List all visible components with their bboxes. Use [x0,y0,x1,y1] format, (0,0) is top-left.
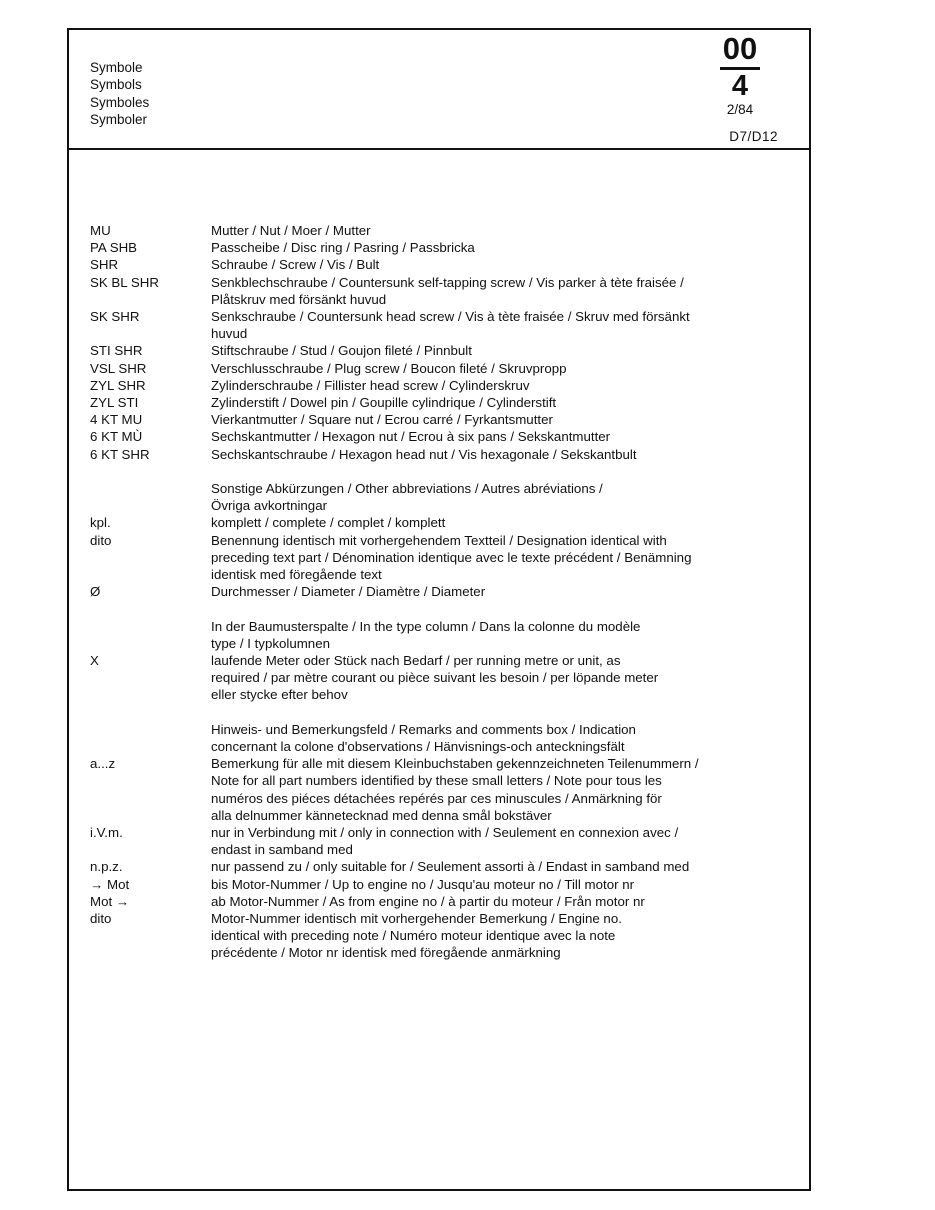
description [211,652,771,704]
description [211,411,771,428]
description [211,377,771,394]
description-line: nur in Verbindung mit / only in connection with / Seulement en connexion avec / [211,825,679,841]
abbreviation: dito [90,911,112,927]
description-line: Senkschraube / Countersunk head screw / Vis à tète fraisée / Skruv med försänkt [211,309,690,325]
list-item [90,308,790,342]
abbreviation: n.p.z. [90,859,123,875]
abbreviation: MU [90,223,111,238]
abbreviation: dito [90,532,112,548]
description-line: numéros des piéces détachées repérés par ces minuscules / Anmärkning för [211,790,662,806]
list-item [90,274,790,308]
page-number-block [705,31,778,144]
abbreviation [90,618,211,652]
description [211,824,771,858]
description [211,532,771,584]
abbreviation: ZYL STI [90,395,139,411]
issue-date: 2/84 [726,102,754,117]
abbreviation: SK BL SHR [90,274,159,290]
list-item [90,480,790,514]
description [211,446,771,463]
description [211,755,771,824]
description-line: eller stycke efter behov [211,687,348,703]
abbreviation [90,721,211,755]
title-french: Symboles [90,94,150,110]
abbreviation: 6 KT MÙ [90,429,143,445]
description-line: Sechskantmutter / Hexagon nut / Ecrou à six pans / Sekskantmutter [211,429,611,445]
description-line: Zylinderstift / Dowel pin / Goupille cylindrique / Cylinderstift [211,395,557,411]
list-item [90,583,790,600]
list-item [90,394,790,411]
description-line: Övriga avkortningar [211,498,328,514]
description [211,222,771,239]
list-item [90,342,790,359]
description-line: Stiftschraube / Stud / Goujon fileté / Pinnbult [211,343,472,359]
description [211,274,771,308]
list-item [90,532,790,584]
description [211,514,771,531]
list-item [90,893,790,910]
description [211,360,771,377]
description-line: Sechskantschraube / Hexagon head nut / Vis hexagonale / Sekskantbult [211,446,637,462]
title-english: Symbols [90,77,142,93]
abbreviation: X [90,653,99,669]
list-spacer [90,600,790,617]
description-line: Hinweis- und Bemerkungsfeld / Remarks and comments box / Indication [211,721,636,737]
abbreviation: Ø [90,584,101,600]
description-line: Motor-Nummer identisch mit vorhergehender Bemerkung / Engine no. [211,911,622,927]
description-line: Durchmesser / Diameter / Diamètre / Diameter [211,584,486,600]
abbreviation: SK SHR [90,309,140,325]
description-line: laufende Meter oder Stück nach Bedarf / per running metre or unit, as [211,653,621,669]
description [211,342,771,359]
description-line: précédente / Motor nr identisk med föregående anmärkning [211,945,561,961]
list-item [90,721,790,755]
list-item [90,428,790,445]
description-line: Senkblechschraube / Countersunk self-tapping screw / Vis parker à tète fraisée / [211,274,684,290]
description-line: Mutter / Nut / Moer / Mutter [211,223,371,238]
description [211,893,771,910]
description-line: Zylinderschraube / Fillister head screw / Cylinderskruv [211,377,530,393]
title-block [90,59,149,128]
abbreviation: SHR [90,257,119,273]
description [211,428,771,445]
title-swedish: Symboler [90,111,148,127]
description [211,308,771,342]
description-line: Verschlusschraube / Plug screw / Boucon fileté / Skruvpropp [211,360,567,376]
description [211,480,771,514]
description [211,394,771,411]
list-item [90,256,790,273]
list-spacer [90,704,790,721]
model-designation: D7/D12 [729,129,778,144]
abbreviation: 4 KT MU [90,412,143,428]
abbreviation [90,480,211,514]
title-german: Symbole [90,60,143,75]
page-frame [67,28,811,1191]
description-line: huvud [211,326,248,342]
abbreviation: Mot → [90,893,130,909]
list-item [90,618,790,652]
description-line: required / par mètre courant ou pièce suivant les besoin / per löpande meter [211,670,659,686]
description-line: Sonstige Abkürzungen / Other abbreviations / Autres abréviations / [211,481,603,497]
list-item [90,411,790,428]
abbreviation: kpl. [90,515,111,531]
description-line: Note for all part numbers identified by these small letters / Note pour tous les [211,773,662,789]
description-line: identical with preceding note / Numéro moteur identique avec la note [211,928,616,944]
list-item [90,446,790,463]
description-line: Schraube / Screw / Vis / Bult [211,257,380,273]
header-divider [69,148,809,150]
description-line: endast in samband med [211,842,353,858]
description [211,721,771,755]
description-line: concernant la colone d'observations / Hänvisnings-och anteckningsfält [211,739,625,755]
description-line: In der Baumusterspalte / In the type column / Dans la colonne du modèle [211,618,641,634]
description-line: preceding text part / Dénomination identique avec le texte précédent / Benämning [211,549,692,565]
list-item [90,858,790,875]
description-line: komplett / complete / complet / komplett [211,515,446,531]
abbreviation: ZYL SHR [90,377,146,393]
list-item [90,377,790,394]
description-line: ab Motor-Nummer / As from engine no / à partir du moteur / Från motor nr [211,893,645,909]
abbreviation: a...z [90,756,116,772]
description-line: Passcheibe / Disc ring / Pasring / Passbricka [211,240,475,256]
abbreviation: → Mot [90,876,130,892]
abbreviation: i.V.m. [90,825,123,841]
list-item [90,755,790,824]
description-line: Plåtskruv med försänkt huvud [211,291,387,307]
list-item [90,824,790,858]
abbreviation: 6 KT SHR [90,446,150,462]
list-item [90,239,790,256]
description-line: Vierkantmutter / Square nut / Ecrou carré / Fyrkantsmutter [211,412,553,428]
description [211,239,771,256]
description-line: Benennung identisch mit vorhergehendem Textteil / Designation identical with [211,532,667,548]
description [211,256,771,273]
description [211,583,771,600]
description-line: Bemerkung für alle mit diesem Kleinbuchstaben gekennzeichneten Teilenummern / [211,756,699,772]
abbreviation-list [90,222,790,962]
page-number: 4 [731,70,749,102]
list-item [90,360,790,377]
abbreviation: PA SHB [90,240,138,256]
description [211,876,771,893]
list-item [90,222,790,239]
abbreviation: STI SHR [90,343,143,359]
abbreviation: VSL SHR [90,360,147,376]
list-item [90,876,790,893]
list-item [90,910,790,962]
description [211,618,771,652]
description [211,910,771,962]
description-line: alla delnummer kännetecknad med denna smål bokstäver [211,807,552,823]
description-line: bis Motor-Nummer / Up to engine no / Jusqu'au moteur no / Till motor nr [211,876,635,892]
list-spacer [90,463,790,480]
list-item [90,652,790,704]
description-line: type / I typkolumnen [211,635,330,651]
description-line: identisk med föregående text [211,567,382,583]
description [211,858,771,875]
section-number: 00 [722,31,758,66]
list-item [90,514,790,531]
description-line: nur passend zu / only suitable for / Seulement assorti à / Endast in samband med [211,859,690,875]
